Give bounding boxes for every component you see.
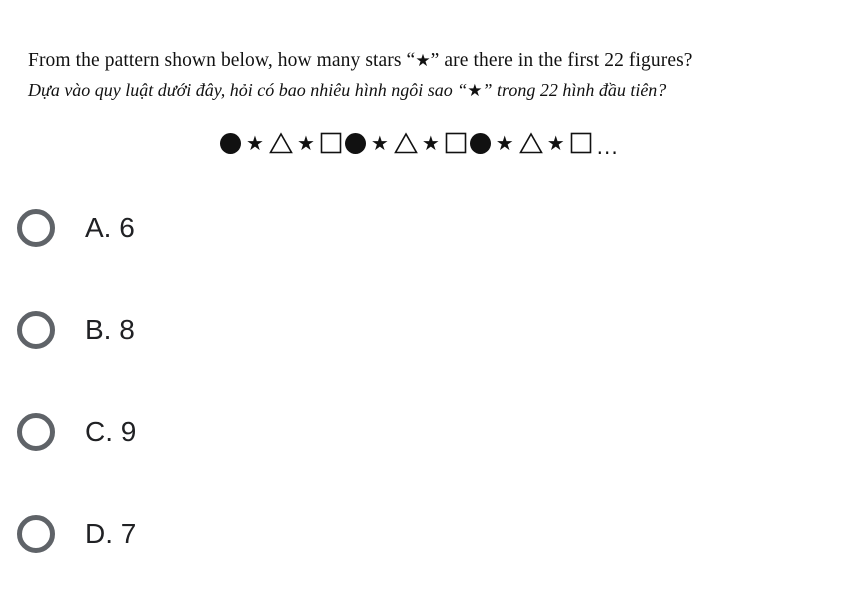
question-block bbox=[0, 0, 855, 180]
filled-circle-icon bbox=[220, 133, 241, 154]
question-vietnamese-suffix: ” trong 22 hình đầu tiên? bbox=[482, 80, 667, 100]
radio-button-icon[interactable] bbox=[17, 311, 55, 349]
triangle-icon bbox=[519, 132, 543, 154]
star-icon: ★ bbox=[467, 81, 483, 100]
shape-pattern bbox=[220, 125, 619, 161]
triangle-icon bbox=[394, 132, 418, 154]
option-c[interactable] bbox=[17, 407, 417, 457]
question-vietnamese-prefix: Dựa vào quy luật dưới đây, hỏi có bao nhiêu hình ngôi sao “ bbox=[28, 80, 468, 100]
option-d[interactable] bbox=[17, 509, 417, 559]
radio-button-icon[interactable] bbox=[17, 515, 55, 553]
square-icon bbox=[570, 132, 592, 154]
radio-button-icon[interactable] bbox=[17, 209, 55, 247]
star-icon: ★ bbox=[246, 131, 264, 155]
option-label: A. 6 bbox=[85, 212, 135, 243]
option-a[interactable] bbox=[17, 203, 417, 253]
option-b[interactable] bbox=[17, 305, 417, 355]
star-icon: ★ bbox=[421, 131, 440, 155]
star-icon: ★ bbox=[495, 131, 514, 155]
pattern-ellipsis: ... bbox=[596, 135, 619, 159]
filled-circle-icon bbox=[345, 133, 366, 154]
square-icon bbox=[320, 132, 342, 154]
option-label: D. 7 bbox=[85, 518, 137, 549]
star-icon: ★ bbox=[415, 51, 431, 70]
question-english-suffix: ” are there in the first 22 figures? bbox=[430, 50, 693, 71]
option-label: C. 9 bbox=[85, 416, 137, 447]
triangle-icon bbox=[269, 132, 293, 154]
star-icon: ★ bbox=[370, 131, 389, 155]
question-text-english bbox=[28, 50, 693, 72]
option-label: B. 8 bbox=[85, 314, 135, 345]
filled-circle-icon bbox=[470, 133, 491, 154]
square-icon bbox=[445, 132, 467, 154]
question-text-vietnamese bbox=[28, 80, 666, 101]
star-icon: ★ bbox=[546, 131, 565, 155]
question-english-prefix: From the pattern shown below, how many stars “ bbox=[28, 50, 416, 71]
star-icon: ★ bbox=[296, 131, 315, 155]
radio-button-icon[interactable] bbox=[17, 413, 55, 451]
